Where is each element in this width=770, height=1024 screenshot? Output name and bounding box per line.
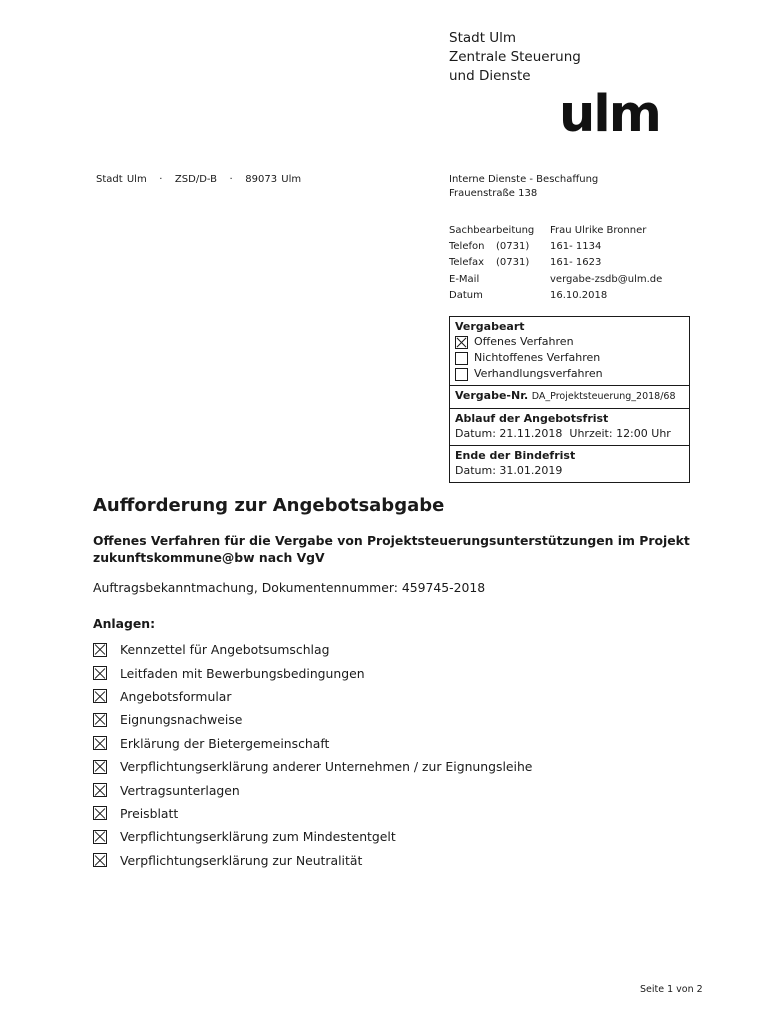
- organization-block: [449, 29, 581, 86]
- attachment-item: [93, 802, 532, 825]
- checked-checkbox-icon: [93, 853, 107, 867]
- attachment-item: [93, 661, 532, 684]
- attachment-item: [93, 825, 532, 848]
- checked-checkbox-icon: [455, 336, 468, 349]
- ulm-logo: ulm: [559, 85, 660, 144]
- attachment-label: Angebotsformular: [120, 688, 232, 704]
- option-offenes-verfahren: [455, 334, 684, 350]
- org-unit: Zentrale Steuerung: [449, 49, 581, 65]
- attachment-label: Kennzettel für Angebotsumschlag: [120, 642, 330, 658]
- attachment-item: [93, 685, 532, 708]
- bindefrist-heading: Ende der Bindefrist: [455, 449, 576, 462]
- department-block: [449, 173, 598, 200]
- contact-row-email: [449, 274, 662, 290]
- angebotsfrist-section: [450, 409, 689, 446]
- option-nichtoffenes-verfahren: [455, 350, 684, 366]
- angebotsfrist-time: Uhrzeit: 12:00 Uhr: [569, 427, 671, 440]
- attachment-item: [93, 849, 532, 872]
- unchecked-checkbox-icon: [455, 352, 468, 365]
- org-name: Stadt Ulm: [449, 30, 517, 46]
- angebotsfrist-date: Datum: 21.11.2018: [455, 427, 563, 440]
- tender-info-box: [449, 316, 690, 483]
- vergabeart-section: [450, 317, 689, 386]
- document-title: Aufforderung zur Angebotsabgabe: [93, 495, 445, 516]
- checked-checkbox-icon: [93, 643, 107, 657]
- vergabe-nr-section: [450, 386, 689, 409]
- attachment-item: [93, 732, 532, 755]
- attachment-list: [93, 638, 532, 872]
- checked-checkbox-icon: [93, 713, 107, 727]
- attachment-label: Verpflichtungserklärung zum Mindestentgelt: [120, 829, 396, 845]
- attachment-label: Vertragsunterlagen: [120, 782, 240, 798]
- document-subtitle: Offenes Verfahren für die Vergabe von Projektsteuerungsunterstützungen im Projekt zukunftskommune@bw nach VgV: [93, 533, 690, 565]
- label-email: E-Mail: [449, 273, 480, 285]
- attachment-item: [93, 708, 532, 731]
- label-datum: Datum: [449, 289, 483, 301]
- label-telefon: Telefon: [449, 241, 485, 253]
- department-address: Frauenstraße 138: [449, 187, 538, 199]
- checked-checkbox-icon: [93, 783, 107, 797]
- bindefrist-date: Datum: 31.01.2019: [455, 464, 563, 477]
- contact-row-datum: [449, 290, 662, 306]
- contact-row-sachbearbeitung: [449, 225, 662, 241]
- attachment-label: Leitfaden mit Bewerbungsbedingungen: [120, 665, 365, 681]
- contact-block: [449, 225, 662, 306]
- department-name: Interne Dienste - Beschaffung: [449, 174, 599, 185]
- value-telefon: 161- 1134: [550, 241, 602, 253]
- page-number: Seite 1 von 2: [640, 984, 703, 995]
- label-telefax: Telefax: [449, 257, 485, 269]
- option-label: Verhandlungsverfahren: [474, 367, 603, 380]
- checked-checkbox-icon: [93, 830, 107, 844]
- option-label: Nichtoffenes Verfahren: [474, 351, 601, 364]
- checked-checkbox-icon: [93, 806, 107, 820]
- angebotsfrist-heading: Ablauf der Angebotsfrist: [455, 412, 609, 425]
- unchecked-checkbox-icon: [455, 368, 468, 381]
- sender-line: Stadt Ulm · ZSD/D-B · 89073 Ulm: [96, 174, 302, 185]
- attachment-label: Verpflichtungserklärung zur Neutralität: [120, 852, 363, 868]
- value-sachbearbeitung: Frau Ulrike Bronner: [550, 225, 647, 236]
- anlagen-heading: Anlagen:: [93, 616, 156, 631]
- value-datum: 16.10.2018: [550, 289, 608, 301]
- attachment-label: Eignungsnachweise: [120, 712, 243, 728]
- option-label: Offenes Verfahren: [474, 335, 574, 348]
- value-email: vergabe-zsdb@ulm.de: [550, 273, 663, 285]
- attachment-label: Preisblatt: [120, 805, 179, 821]
- org-unit-continued: und Dienste: [449, 68, 531, 84]
- attachment-label: Verpflichtungserklärung anderer Unternehmen / zur Eignungsleihe: [120, 759, 533, 775]
- bekanntmachung-reference: Auftragsbekanntmachung, Dokumentennummer: 459745-2018: [93, 580, 486, 595]
- vergabeart-heading: Vergabeart: [455, 320, 525, 333]
- attachment-label: Erklärung der Bietergemeinschaft: [120, 735, 330, 751]
- option-verhandlungsverfahren: [455, 366, 684, 382]
- contact-row-telefax: [449, 257, 662, 273]
- vergabe-nr-value: DA_Projektsteuerung_2018/68: [531, 391, 676, 402]
- contact-row-telefon: [449, 241, 662, 257]
- attachment-item: [93, 778, 532, 801]
- attachment-item: [93, 638, 532, 661]
- telefon-area-code: (0731): [496, 241, 530, 253]
- label-sachbearbeitung: Sachbearbeitung: [449, 225, 535, 236]
- checked-checkbox-icon: [93, 760, 107, 774]
- telefax-area-code: (0731): [496, 257, 530, 269]
- checked-checkbox-icon: [93, 689, 107, 703]
- bindefrist-section: [450, 446, 689, 482]
- value-telefax: 161- 1623: [550, 257, 602, 269]
- attachment-item: [93, 755, 532, 778]
- checked-checkbox-icon: [93, 736, 107, 750]
- vergabe-nr-label: Vergabe-Nr.: [455, 389, 529, 402]
- checked-checkbox-icon: [93, 666, 107, 680]
